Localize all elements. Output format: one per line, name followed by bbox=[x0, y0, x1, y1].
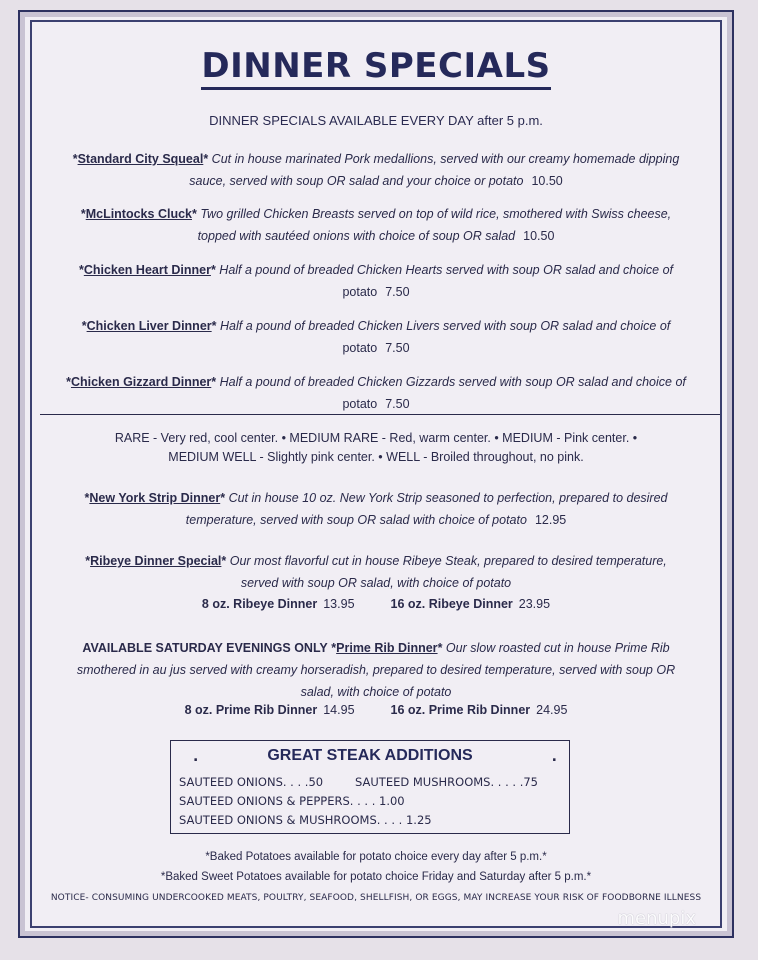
item-name: New York Strip Dinner bbox=[89, 491, 221, 505]
menu-item-chicken-heart: *Chicken Heart Dinner* Half a pound of breaded Chicken Hearts served with soup OR salad and choice of potato 7.50 bbox=[78, 263, 674, 299]
temperature-guide: RARE - Very red, cool center. • MEDIUM RARE - Red, warm center. • MEDIUM - Pink center. • MEDIUM WELL - Slightly pink center. • WELL - Broiled throughout, no pink. bbox=[114, 431, 638, 464]
menu-sheet bbox=[18, 10, 734, 938]
item-name: Chicken Liver Dinner bbox=[86, 319, 212, 333]
item-name: Ribeye Dinner Special bbox=[90, 554, 222, 568]
item-price: 7.50 bbox=[385, 341, 410, 355]
item-name: Chicken Gizzard Dinner bbox=[70, 375, 212, 389]
menu-item-standard-city-squeal: *Standard City Squeal* Cut in house marinated Pork medallions, served with our creamy homemade dipping sauce, served with soup OR salad and your choice or potato 10.50 bbox=[72, 152, 680, 188]
ribeye-sizes: 8 oz. Ribeye Dinner 13.95 16 oz. Ribeye Dinner 23.95 bbox=[201, 597, 551, 611]
addition-onions-peppers: SAUTEED ONIONS & PEPPERS. . . . 1.00 bbox=[179, 794, 405, 808]
item-price: 7.50 bbox=[385, 285, 410, 299]
section-divider bbox=[40, 414, 720, 415]
item-price: 10.50 bbox=[523, 229, 555, 243]
item-price: 12.95 bbox=[534, 513, 567, 527]
steak-additions-box: . GREAT STEAK ADDITIONS . SAUTEED ONIONS. . . .50 SAUTEED MUSHROOMS. . . . .75 SAUTEED ONIONS & PEPPERS. . . . 1.00 SAUTEED ONIONS & MUSHROOMS. . . . 1.25 bbox=[170, 740, 570, 834]
sweet-potato-note: *Baked Sweet Potatoes available for potato choice Friday and Saturday after 5 p.m.* bbox=[160, 871, 592, 883]
addition-onions-mushrooms: SAUTEED ONIONS & MUSHROOMS. . . . 1.25 bbox=[179, 813, 432, 827]
menu-item-prime-rib: AVAILABLE SATURDAY EVENINGS ONLY *Prime Rib Dinner* Our slow roasted cut in house Prime Rib smothered in au jus served with creamy horseradish, prepared to desired temperature, served with soup OR salad, with choice of potato bbox=[76, 641, 676, 699]
page-subtitle: DINNER SPECIALS AVAILABLE EVERY DAY after 5 p.m. bbox=[209, 113, 543, 128]
menu-item-mclintocks-cluck: *McLintocks Cluck* Two grilled Chicken Breasts served on top of wild rice, smothered with Swiss cheese, topped with sautéed onions with choice of soup OR salad 10.50 bbox=[80, 207, 672, 243]
addition-mushrooms: SAUTEED MUSHROOMS. . . . .75 bbox=[355, 775, 539, 789]
menu-item-new-york-strip: *New York Strip Dinner* Cut in house 10 oz. New York Strip seasoned to perfection, prepared to desired temperature, served with soup OR salad with choice of potato 12.95 bbox=[84, 491, 668, 527]
additions-title: GREAT STEAK ADDITIONS bbox=[267, 747, 473, 764]
prime-rib-sizes: 8 oz. Prime Rib Dinner 14.95 16 oz. Prime Rib Dinner 24.95 bbox=[184, 703, 568, 717]
item-price: 10.50 bbox=[531, 174, 563, 188]
menu-item-chicken-liver: *Chicken Liver Dinner* Half a pound of breaded Chicken Livers served with soup OR salad and choice of potato 7.50 bbox=[81, 319, 671, 355]
item-name: Prime Rib Dinner bbox=[336, 641, 438, 655]
item-name: Chicken Heart Dinner bbox=[83, 263, 211, 277]
menu-item-chicken-gizzard: *Chicken Gizzard Dinner* Half a pound of breaded Chicken Gizzards served with soup OR salad and choice of potato 7.50 bbox=[66, 375, 686, 411]
addition-onions: SAUTEED ONIONS. . . .50 bbox=[179, 775, 324, 789]
potato-note: *Baked Potatoes available for potato choice every day after 5 p.m.* bbox=[205, 851, 547, 863]
consumer-notice: NOTICE- CONSUMING UNDERCOOKED MEATS, POULTRY, SEAFOOD, SHELLFISH, OR EGGS, MAY INCREASE YOUR RISK OF FOODBORNE ILLNESS bbox=[50, 893, 702, 903]
watermark-text: menupix bbox=[617, 908, 696, 929]
page-title: DINNER SPECIALS bbox=[20, 46, 732, 86]
item-price: 7.50 bbox=[385, 397, 410, 411]
menu-item-ribeye: *Ribeye Dinner Special* Our most flavorful cut in house Ribeye Steak, prepared to desired temperature, served with soup OR salad, with choice of potato bbox=[85, 554, 667, 590]
item-name: McLintocks Cluck bbox=[85, 207, 192, 221]
item-name: Standard City Squeal bbox=[77, 152, 204, 166]
